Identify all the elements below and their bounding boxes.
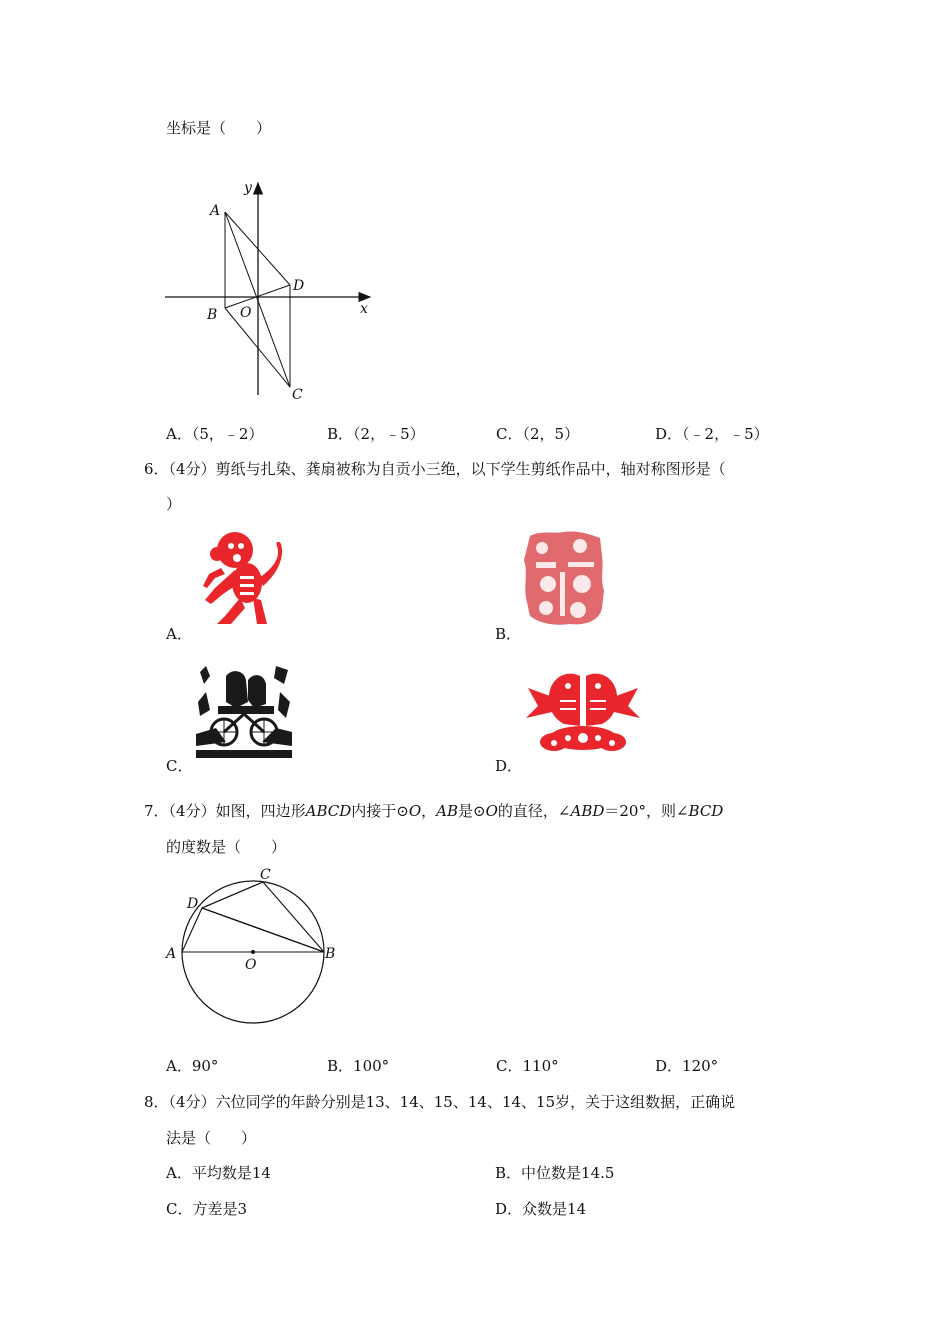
q8-option-b xyxy=(495,1163,614,1183)
q8-option-d xyxy=(495,1199,586,1219)
label-b: B xyxy=(325,946,336,962)
q5-option-c xyxy=(496,424,579,444)
option-letter: D． xyxy=(655,425,683,443)
q7-option-d xyxy=(655,1056,718,1076)
option-letter: D． xyxy=(495,1200,523,1218)
q7-option-a xyxy=(166,1056,218,1076)
option-letter: A． xyxy=(166,1164,192,1182)
label-d: D xyxy=(293,278,305,294)
label-a: A xyxy=(166,946,177,962)
q6-option-c-label: C． xyxy=(166,757,193,775)
q8-stem-line1 xyxy=(144,1092,735,1112)
question-score: （4分） xyxy=(168,802,216,820)
q7-option-c xyxy=(496,1056,559,1076)
option-letter: C． xyxy=(166,1200,193,1218)
q8-option-a xyxy=(166,1163,271,1183)
option-text: 110° xyxy=(522,1057,559,1075)
label-a: A xyxy=(210,203,221,219)
q6-stem-line2: ） xyxy=(166,495,182,513)
option-letter: A． xyxy=(166,1057,192,1075)
q5-coordinate-figure xyxy=(160,175,385,410)
option-text: 众数是14 xyxy=(522,1200,587,1218)
q7-stem-line1: 7．（4分）如图，四边形ABCD内接于⊙O，AB是⊙O的直径，∠ABD＝20°，则∠BCD xyxy=(144,802,724,820)
option-text: （﹣2，﹣5） xyxy=(682,425,769,443)
option-text: 100° xyxy=(353,1057,390,1075)
label-y: y xyxy=(244,180,252,196)
option-letter: C． xyxy=(496,425,523,443)
label-o: O xyxy=(245,957,257,973)
q6-option-b-papercut-fu xyxy=(520,528,608,628)
q8-option-c xyxy=(166,1199,247,1219)
label-x: x xyxy=(360,301,368,317)
question-number: 7． xyxy=(144,802,169,820)
question-number: 6． xyxy=(144,460,169,478)
q8-stem-line2: 法是（ ） xyxy=(166,1129,257,1147)
option-letter: D． xyxy=(655,1057,683,1075)
option-letter: C． xyxy=(496,1057,523,1075)
option-text: 120° xyxy=(682,1057,719,1075)
option-text: （2，5） xyxy=(522,425,580,443)
option-text: 方差是3 xyxy=(192,1200,248,1218)
option-text: 中位数是14.5 xyxy=(521,1164,615,1182)
question-score: （4分） xyxy=(168,1093,216,1111)
q6-option-a-label: A． xyxy=(166,625,192,643)
q5-stem-tail: 坐标是（ ） xyxy=(166,119,272,137)
question-score: （4分） xyxy=(168,460,216,478)
q7-option-b xyxy=(327,1056,389,1076)
q6-option-d-papercut-fish xyxy=(524,666,642,756)
question-number: 8． xyxy=(144,1093,169,1111)
option-text: （5，﹣2） xyxy=(191,425,264,443)
label-o: O xyxy=(240,305,252,321)
q5-option-b xyxy=(327,424,425,444)
label-d: D xyxy=(187,896,199,912)
q6-option-c-papercut-bicycle xyxy=(196,662,292,758)
option-text: （2，﹣5） xyxy=(353,425,425,443)
option-letter: A． xyxy=(166,425,192,443)
q6-option-b-label: B． xyxy=(495,625,522,643)
label-b: B xyxy=(207,307,218,323)
option-text: 90° xyxy=(191,1057,219,1075)
center-dot xyxy=(251,950,255,954)
q5-option-d xyxy=(655,424,769,444)
option-text: 平均数是14 xyxy=(191,1164,271,1182)
q7-stem-line2: 的度数是（ ） xyxy=(166,838,287,856)
option-letter: B． xyxy=(327,425,354,443)
q5-option-a xyxy=(166,424,263,444)
q6-option-d-label: D． xyxy=(495,757,523,775)
question-text: 六位同学的年龄分别是13、14、15、14、14、15岁，关于这组数据，正确说 xyxy=(215,1093,736,1111)
label-c: C xyxy=(260,867,271,883)
question-text: 剪纸与扎染、龚扇被称为自贡小三绝，以下学生剪纸作品中，轴对称图形是（ xyxy=(215,460,726,478)
q6-option-a-papercut-monkey xyxy=(195,528,285,628)
option-letter: B． xyxy=(327,1057,354,1075)
q6-stem-line1 xyxy=(144,459,726,479)
label-c: C xyxy=(292,387,303,403)
q7-circle-figure xyxy=(160,862,350,1042)
chord-bd xyxy=(202,908,324,952)
option-letter: B． xyxy=(495,1164,522,1182)
